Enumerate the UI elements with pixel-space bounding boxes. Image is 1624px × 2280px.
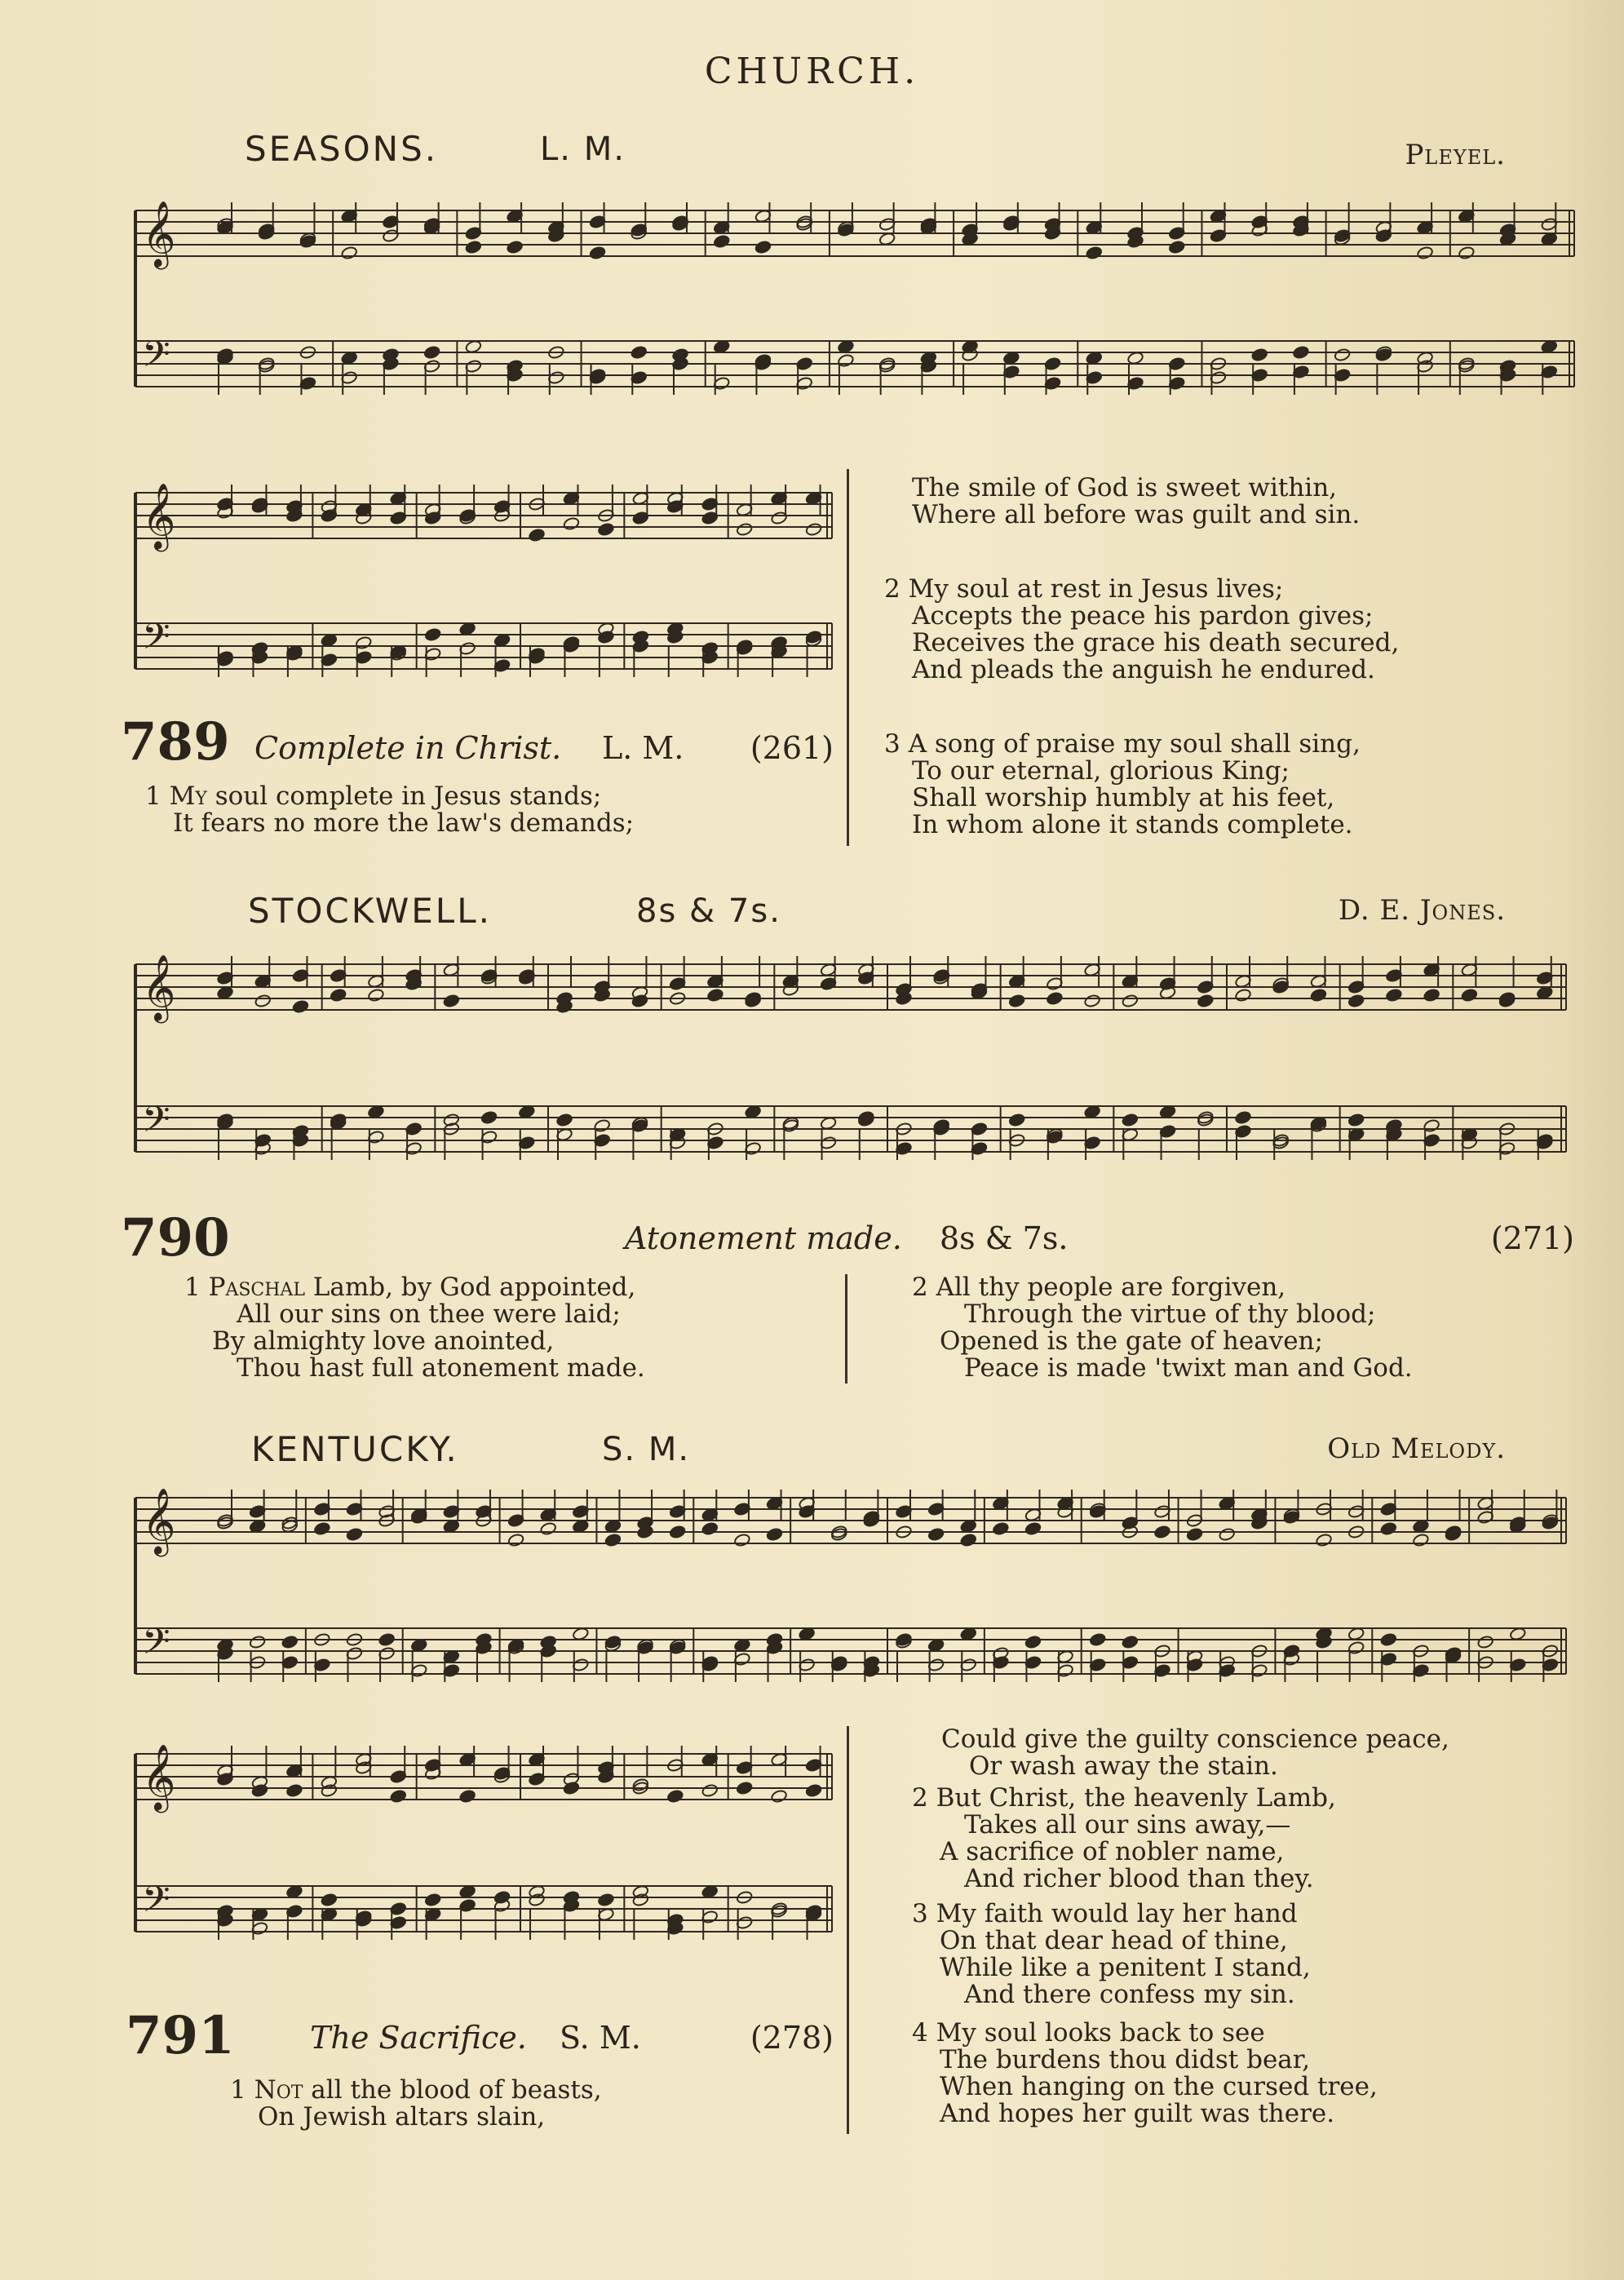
note-head [281,1635,299,1649]
note-head [1197,994,1214,1007]
note-head [563,516,580,530]
note-head [1347,1113,1365,1127]
note-head [507,240,524,254]
hymn-790-verse-1: 1 Paschal Lamb, by God appointed, All our sins on thee were laid; By almighty love anointed, Thou hast full atonement made. [184,1273,645,1383]
note-head [771,1789,788,1803]
treble-clef-icon: 𝄞 [142,954,176,1020]
note-head [443,994,460,1007]
hymn-791-verse-2: 2 But Christ, the heavenly Lamb, Takes all our sins away,— A sacrifice of nobler name, And richer blood than they. [912,1783,1336,1893]
tune-title-seasons: SEASONS. [245,129,439,169]
note-head [1310,988,1327,1002]
note-head [1477,1635,1494,1649]
hymn-meter-791: S. M. [560,2020,641,2056]
hymn-title-790: Atonement made. [625,1220,902,1256]
note-head [424,1893,441,1906]
note-head [736,1781,753,1795]
hymn-ref-789: (261) [750,730,834,766]
note-head [1008,994,1025,1007]
note-head [960,1533,977,1547]
note-head [669,1525,686,1538]
note-head [1461,988,1478,1002]
note-head [367,988,384,1002]
note-head [1122,994,1139,1007]
note-head [1423,988,1440,1002]
note-head [1186,1527,1203,1541]
note-head [589,246,606,259]
hymn-789-verse-1b: The smile of God is sweet within, Where all before was guilt and sin. [912,473,1361,529]
tune-meter-stockwell: 8s & 7s. [636,892,781,930]
hymn-789-verse-1a: 1 My soul complete in Jesus stands; It fears no more the law's demands; [145,781,635,838]
note-head [805,522,822,536]
bass-clef-icon: 𝄢 [142,615,170,666]
note-head [341,246,358,259]
note-head [313,1521,330,1535]
hymn-meter-790: 8s & 7s. [940,1220,1069,1256]
note-head [1122,1635,1139,1649]
bass-clef-icon: 𝄢 [142,1878,170,1929]
note-head [378,1632,396,1646]
note-head [927,1527,945,1541]
column-divider-790 [845,1274,847,1383]
note-head [540,1521,557,1535]
hymn-789-verse-3: 3 A song of praise my soul shall sing, To our eternal, glorious King; Shall worship humbly at his feet, In whom alone it stands complete. [884,729,1361,839]
note-head [701,1783,719,1797]
note-head [805,1783,822,1797]
treble-clef-icon: 𝄞 [142,482,176,549]
note-head [713,234,730,248]
note-head [555,1113,573,1127]
note-head [1084,994,1101,1007]
note-head [754,240,772,254]
column-divider-789 [847,469,849,846]
tune-meter-seasons: L. M. [540,131,626,168]
note-head [1234,1110,1251,1124]
note-head [507,1533,524,1547]
hymn-ref-790: (271) [1490,1220,1574,1256]
note-head [285,1783,303,1797]
note-head [733,1533,750,1547]
note-head [480,1110,498,1124]
note-head [1347,994,1365,1007]
note-head [1380,1632,1397,1646]
treble-clef-icon: 𝄞 [142,1743,176,1810]
hymn-title-791: The Sacrifice. [310,2020,527,2056]
note-head [736,522,753,536]
note-head [1024,1521,1042,1535]
note-head [1458,246,1475,259]
note-head [254,994,272,1007]
note-head [1008,1113,1025,1127]
note-head [1316,1533,1333,1547]
hymn-791-verse-4: 4 My soul looks back to see The burdens thou didst bear, When hanging on the cursed tree, And hopes her guilt was there. [912,2018,1378,2128]
note-head [631,345,648,359]
note-head [597,522,614,536]
bass-clef-icon: 𝄢 [142,333,170,384]
note-head [597,1893,614,1906]
treble-clef-icon: 𝄞 [142,1487,176,1554]
note-head [666,1789,684,1803]
column-divider-791 [847,1726,849,2134]
note-head [249,1635,266,1649]
note-head [604,1533,622,1547]
note-head [701,1521,719,1535]
bass-clef-icon: 𝄢 [142,1620,170,1671]
hymn-title-789: Complete in Christ. [254,730,562,766]
hymn-meter-789: L. M. [602,730,684,766]
note-head [1251,348,1268,361]
note-head [346,1527,363,1541]
note-head [992,1521,1009,1535]
note-head [1380,1521,1397,1535]
tune-meter-kentucky: S. M. [602,1431,691,1468]
note-head [528,528,545,542]
note-head [1168,240,1185,254]
composer-seasons: Pleyel. [1405,139,1506,171]
note-head [1024,1635,1042,1649]
note-head [1292,345,1309,359]
treble-clef-icon: 𝄞 [142,200,176,267]
note-head [423,345,440,359]
note-head [390,1789,407,1803]
hymn-number-790: 790 [121,1207,230,1268]
note-head [330,988,347,1002]
note-head [1153,1525,1170,1538]
note-head [292,999,309,1013]
hymn-791-verse-1a: 1 Not all the blood of beasts, On Jewish altars slain, [230,2075,602,2132]
note-head [1089,1632,1106,1646]
note-head [465,240,482,254]
note-head [1086,246,1103,259]
note-head [1234,988,1251,1002]
page-header: CHURCH. [704,51,920,92]
note-head [321,1893,338,1906]
composer-stockwell: D. E. Jones. [1338,894,1506,927]
tune-title-stockwell: STOCKWELL. [248,891,492,931]
note-head [706,988,723,1002]
note-head [424,627,441,641]
hymn-789-verse-2: 2 My soul at rest in Jesus lives; Accepts the peace his pardon gives; Receives the grace his death secured, And pleads the anguish he endured. [884,574,1400,684]
hymn-791-verse-3: 3 My faith would lay her hand On that dear head of thine, While like a penitent I stand, And there confess my sin. [912,1899,1311,2009]
note-head [1334,348,1351,361]
note-head [1046,991,1063,1005]
note-head [1412,1533,1429,1547]
note-head [1219,1527,1236,1541]
composer-kentucky: Old Melody. [1327,1432,1506,1465]
note-head [1385,988,1402,1002]
note-head [766,1527,783,1541]
hymn-790-verse-2: 2 All thy people are forgiven, Through the virtue of thy blood; Opened is the gate of heaven; Peace is made 'twixt man and God. [912,1273,1413,1383]
hymn-number-789: 789 [121,711,230,773]
note-head [1122,1113,1139,1127]
note-head [1417,246,1434,259]
hymn-number-791: 791 [126,2005,235,2066]
tune-title-kentucky: KENTUCKY. [251,1429,459,1469]
bass-clef-icon: 𝄢 [142,1098,170,1149]
hymn-ref-791: (278) [750,2020,834,2056]
hymn-791-verse-1b: Could give the guilty conscience peace, Or wash away the stain. [941,1724,1449,1781]
note-head [459,1789,476,1803]
